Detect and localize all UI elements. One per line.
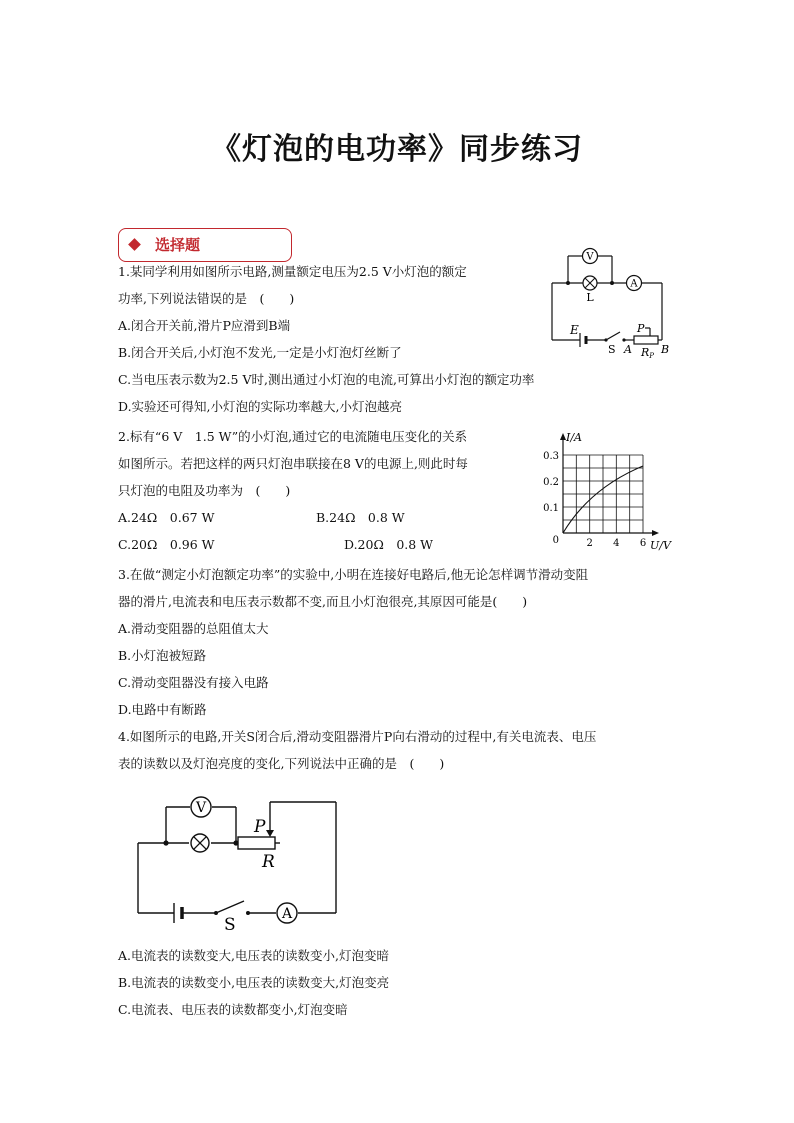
fig1-voltmeter-label: V: [586, 251, 594, 263]
fig1-battery-label: E: [570, 323, 579, 337]
fig2-y-tick-0.1: 0.1: [543, 503, 559, 514]
q4-line-1: 4.如图所示的电路,开关S闭合后,滑动变阻器滑片P向右滑动的过程中,有关电流表、电压: [118, 729, 597, 744]
fig2-y-axis-label: I/A: [566, 431, 582, 444]
q4-option-b: B.电流表的读数变小,电压表的读数变大,灯泡变亮: [118, 975, 390, 990]
fig2-y-tick-0.3: 0.3: [543, 451, 559, 462]
q2-option-b: B.24Ω 0.8 W: [316, 510, 405, 525]
q2-line-1: 2.标有“6 V 1.5 W”的小灯泡,通过它的电流随电压变化的关系: [118, 429, 468, 444]
section-label: 选择题: [155, 236, 201, 254]
q1-option-b: B.闭合开关后,小灯泡不发光,一定是小灯泡灯丝断了: [118, 345, 402, 360]
q1-option-d: D.实验还可得知,小灯泡的实际功率越大,小灯泡越亮: [118, 399, 402, 414]
q3-option-c: C.滑动变阻器没有接入电路: [118, 675, 269, 690]
q1-option-c: C.当电压表示数为2.5 V时,测出通过小灯泡的电流,可算出小灯泡的额定功率: [118, 372, 535, 387]
fig1-rheostat-label: RP: [641, 346, 655, 360]
q3-line-2: 器的滑片,电流表和电压表示数都不变,而且小灯泡很亮,其原因可能是( ): [118, 594, 528, 609]
fig3-voltmeter-label: V: [195, 800, 207, 816]
q4-line-2: 表的读数以及灯泡亮度的变化,下列说法中正确的是 ( ): [118, 756, 445, 771]
q3-option-b: B.小灯泡被短路: [118, 648, 207, 663]
q4-option-a: A.电流表的读数变大,电压表的读数变小,灯泡变暗: [118, 948, 389, 963]
page-title: 《灯泡的电功率》同步练习: [211, 132, 583, 167]
fig1-lamp-label: L: [586, 291, 594, 304]
fig1-end-a-label: A: [624, 343, 632, 356]
q2-option-c: C.20Ω 0.96 W: [118, 537, 215, 552]
q1-option-a: A.闭合开关前,滑片P应滑到B端: [118, 318, 291, 333]
q3-option-d: D.电路中有断路: [118, 702, 207, 717]
fig2-origin-label: 0: [552, 535, 559, 546]
q3-line-1: 3.在做“测定小灯泡额定功率”的实验中,小明在连接好电路后,他无论怎样调节滑动变阻: [118, 567, 589, 582]
q1-circuit-diagram: [540, 240, 680, 365]
fig1-end-b-label: B: [661, 343, 670, 356]
q2-line-2: 如图所示。若把这样的两只灯泡串联接在8 V的电源上,则此时每: [118, 456, 468, 471]
q1-line-1: 1.某同学利用如图所示电路,测量额定电压为2.5 V小灯泡的额定: [118, 264, 467, 279]
fig2-y-tick-0.2: 0.2: [543, 477, 559, 488]
q4-circuit-diagram: [130, 790, 350, 930]
fig3-slider-label: P: [254, 817, 266, 837]
fig1-slider-label: P: [637, 322, 645, 335]
fig2-x-tick-2: 2: [586, 538, 593, 549]
q1-line-2: 功率,下列说法错误的是 ( ): [118, 291, 295, 306]
fig3-switch-label: S: [224, 915, 236, 930]
section-tag: [118, 228, 292, 262]
fig2-x-tick-6: 6: [639, 538, 647, 549]
q2-line-3: 只灯泡的电阻及功率为 ( ): [118, 483, 291, 498]
q3-option-a: A.滑动变阻器的总阻值太大: [118, 621, 269, 636]
fig2-x-axis-label: U/V: [650, 539, 671, 552]
q2-iu-graph: [532, 430, 678, 556]
q2-option-a: A.24Ω 0.67 W: [118, 510, 215, 525]
fig3-ammeter-label: A: [281, 906, 293, 922]
fig1-switch-label: S: [608, 343, 616, 356]
fig3-rheostat-label: R: [262, 852, 275, 872]
q4-option-c: C.电流表、电压表的读数都变小,灯泡变暗: [118, 1002, 348, 1017]
q2-option-d: D.20Ω 0.8 W: [344, 537, 434, 552]
fig1-ammeter-label: A: [630, 278, 638, 290]
fig2-x-tick-4: 4: [613, 538, 620, 549]
diamond-icon: [128, 238, 141, 251]
